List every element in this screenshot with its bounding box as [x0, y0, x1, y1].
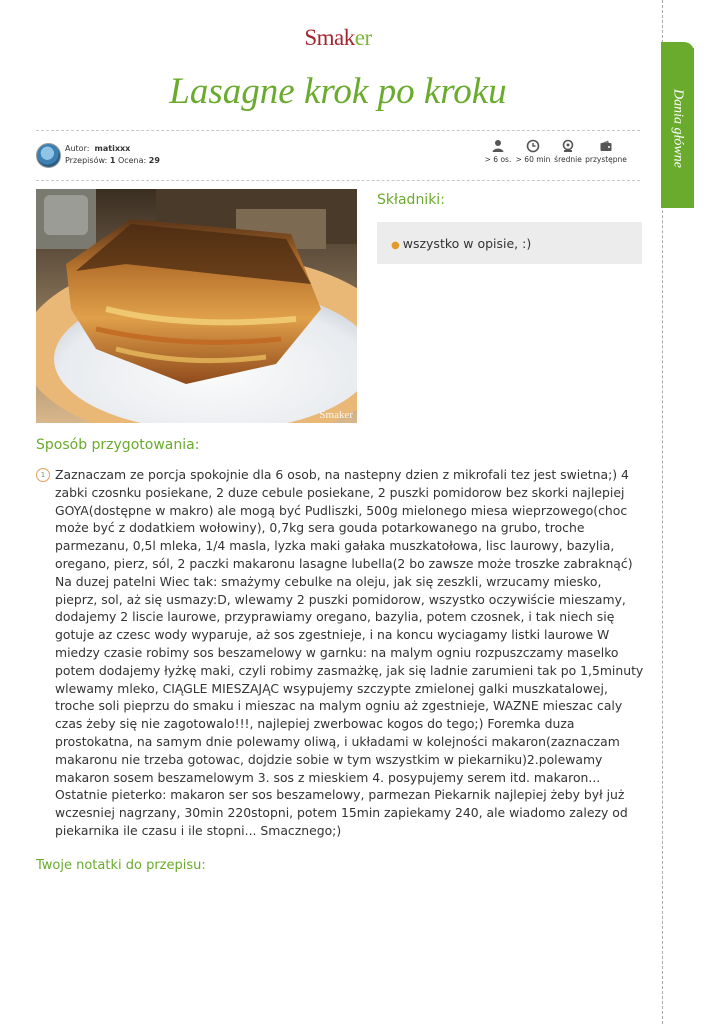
clock-icon — [526, 139, 540, 153]
author-avatar — [36, 143, 61, 168]
time-meta: > 60 min — [513, 139, 553, 164]
difficulty-meta: średnie — [548, 139, 588, 164]
category-tab-label-wrap — [661, 48, 694, 208]
ingredients-heading: Składniki: — [377, 192, 445, 208]
recipe-title: Lasagne krok po kroku — [169, 71, 507, 112]
divider-top — [36, 130, 640, 131]
smaker-logo: Smaker — [304, 25, 372, 50]
servings-meta: > 6 os. — [478, 139, 518, 164]
notes-heading: Twoje notatki do przepisu: — [36, 858, 206, 873]
step-number: 1 — [36, 468, 50, 482]
wallet-icon — [599, 139, 613, 153]
cost-meta: przystępne — [586, 139, 626, 164]
step-text: Zaznaczam ze porcja spokojnie dla 6 osob, na nastepny dzien z mikrofali tez jest swietna;) 4 zabki czosnku posiekane, 2 duze cebule posiekane, 2 puszki pomidorow bez skorki najlepiej GOYA(dostępne w makro) ale mogą być Pudliszki, 500g mielonego miesa wieprzowego(choc może być z dodatkiem wołowiny), 0,7kg sera gouda potarkowanego na grubo, troche parmezanu, 0,5l mleka, 1/4 masla, lyzka maki gałaka muszkatołowa, lisc laurowy, bazylia, oregano, pierz, sól, 2 paczki makaronu lasagne lubella(2 bo zawsze może troszke zabraknąć) Na duzej patelni Wiec tak: smażymy cebulke na oleju, jak się zeszkli, wrzucamy miesko, pieprz, sol, aż się usmazy:D, wlewamy 2 puszki pomidorow, wszystko oczywiście mieszamy, dodajemy 2 liscie laurowe, przyprawiamy oregano, bazylia, potem czosnek, i tak niech się gotuje az czesc wody wyparuje, aż sos zgestnieje, i na koncu wyciagamy listki laurowe W miedzy czasie robimy sos beszamelowy w garnku: na malym ogniu rozpuszczamy maselko potem dodajemy łyżkę maki, czyli robimy zasmażkę, jak się ladnie zarumieni tak po 1,5minuty wlewamy mleko, CIĄGLE MIESZAJĄC wsypujemy szczypte zmielonej galki muszkatalowej, troche soli pieprzu do smaku i mieszac na malym ogniu aż zgestnieje, WAZNE mieszac caly czas żeby się nie zagotowalo!!!, najlepiej zwerbowac kogos do tego;) Foremka duza prostokatna, na samym dnie polewamy oliwą, i układami w kolejności makaron(zaznaczam makaronu nie trzeba gotowac, dojdzie sobie w tym wszystkim w piekarniku)2.polewamy makaron sosem beszamelowym 3. sos z mieskiem 4. posypujemy serem itd. makaron... Ostatnie pieterko: makaron ser sos beszamelowy, parmezan Piekarnik najlepiej żeby był już wczesniej nagrzany, 30min 220stopni, potem 15min zapiekamy 240, ale wiadomo zalezy od piekarnika ile czasu i ile stopni... Smacznego;) — [55, 467, 644, 838]
category-tab-label: Dania główne — [670, 88, 686, 168]
recipe-photo — [36, 189, 357, 423]
bullet-icon: ● — [391, 240, 400, 251]
lasagne-image — [36, 189, 357, 423]
author-info: Autor: matixxx Przepisów: 1 Ocena: 29 — [65, 144, 160, 165]
ingredient-item: ● wszystko w opisie, :) — [391, 236, 532, 251]
divider-meta — [36, 180, 640, 181]
author-name[interactable]: matixxx — [94, 144, 131, 153]
ingredients-box — [377, 222, 642, 264]
person-icon — [491, 139, 505, 153]
preparation-heading: Sposób przygotowania: — [36, 437, 200, 453]
chef-hat-icon — [561, 139, 575, 153]
photo-watermark: Smaker — [319, 409, 353, 421]
